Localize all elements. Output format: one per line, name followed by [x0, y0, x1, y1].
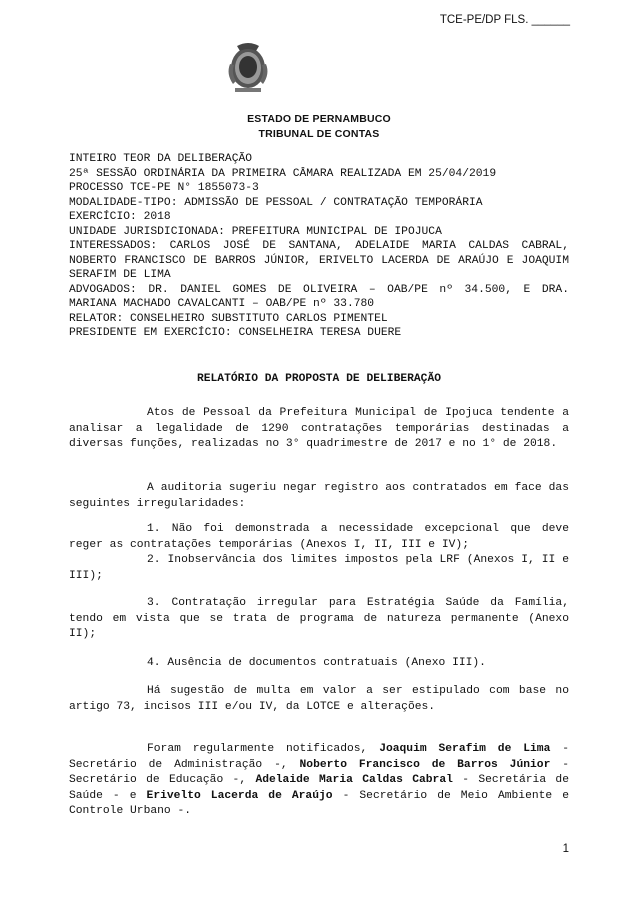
section-title: RELATÓRIO DA PROPOSTA DE DELIBERAÇÃO	[196, 373, 442, 385]
notified-name: Adelaide Maria Caldas Cabral	[255, 774, 453, 786]
irregularity-item-4: 4. Ausência de documentos contratuais (Anexo III).	[147, 657, 486, 669]
org-state: ESTADO DE PERNAMBUCO	[247, 113, 391, 125]
meta-presidente: PRESIDENTE EM EXERCÍCIO: CONSELHEIRA TERESA DUERE	[69, 327, 402, 339]
org-court: TRIBUNAL DE CONTAS	[258, 128, 380, 140]
meta-line: EXERCÍCIO: 2018	[69, 211, 171, 223]
deliberation-metadata	[69, 152, 569, 341]
meta-relator: RELATOR: CONSELHEIRO SUBSTITUTO CARLOS PIMENTEL	[69, 312, 388, 325]
notified-name: Erivelto Lacerda de Araújo	[146, 789, 333, 802]
irregularity-item-2: 2. Inobservância dos limites impostos pela LRF (Anexos I, II e III);	[69, 554, 569, 582]
irregularity-item-3: 3. Contratação irregular para Estratégia Saúde da Família, tendo em vista que se trata de programa de natureza permanente (Anexo II);	[69, 597, 569, 640]
paragraph-intro: Atos de Pessoal da Prefeitura Municipal de Ipojuca tendente a analisar a legalidade de 1290 contratações temporárias destinadas a diversas funções, realizadas no 3° quadrimestre de 2017 e no 1° de 2018.	[69, 407, 569, 450]
meta-advogados: ADVOGADOS: DR. DANIEL GOMES DE OLIVEIRA – OAB/PE nº 34.500, E DRA. MARIANA MACHADO CAVALCANTI – OAB/PE nº 33.780	[69, 283, 569, 310]
paragraph-notified: Foram regularmente notificados, Joaquim Serafim de Lima - Secretário de Administração -, Noberto Francisco de Barros Júnior - Secretário de Educação -, Adelaide Maria Caldas Cabral - Secretária de Saúde - e Erivelto Lacerda de Araújo - Secretário de Meio Ambiente e Controle Urbano -.	[69, 743, 570, 817]
meta-line: MODALIDADE-TIPO: ADMISSÃO DE PESSOAL / CONTRATAÇÃO TEMPORÁRIA	[69, 196, 483, 209]
meta-line: UNIDADE JURISDICIONADA: PREFEITURA MUNICIPAL DE IPOJUCA	[69, 225, 442, 238]
paragraph-audit: A auditoria sugeriu negar registro aos contratados em face das seguintes irregularidades:	[69, 482, 569, 510]
paragraph-fine: Há sugestão de multa em valor a ser estipulado com base no artigo 73, incisos III e/ou IV, da LOTCE e alterações.	[69, 685, 569, 713]
notified-name: Noberto Francisco de Barros Júnior	[299, 758, 551, 771]
coat-of-arms-icon	[223, 38, 273, 98]
notified-name: Joaquim Serafim de Lima	[379, 743, 551, 755]
page-reference: TCE-PE/DP FLS. ______	[439, 14, 570, 26]
irregularity-item-1: 1. Não foi demonstrada a necessidade excepcional que deve reger as contratações temporárias (Anexos I, II, III e IV);	[69, 523, 569, 551]
page-number: 1	[562, 843, 569, 855]
meta-line: PROCESSO TCE-PE N° 1855073-3	[69, 182, 259, 194]
meta-line: INTEIRO TEOR DA DELIBERAÇÃO	[69, 153, 253, 165]
meta-line: 25ª SESSÃO ORDINÁRIA DA PRIMEIRA CÂMARA REALIZADA EM 25/04/2019	[69, 167, 497, 180]
meta-interessados: INTERESSADOS: CARLOS JOSÉ DE SANTANA, ADELAIDE MARIA CALDAS CABRAL, NOBERTO FRANCISCO DE BARROS JÚNIOR, ERIVELTO LACERDA DE ARAÚJO E JOAQUIM SERAFIM DE LIMA	[69, 240, 569, 281]
